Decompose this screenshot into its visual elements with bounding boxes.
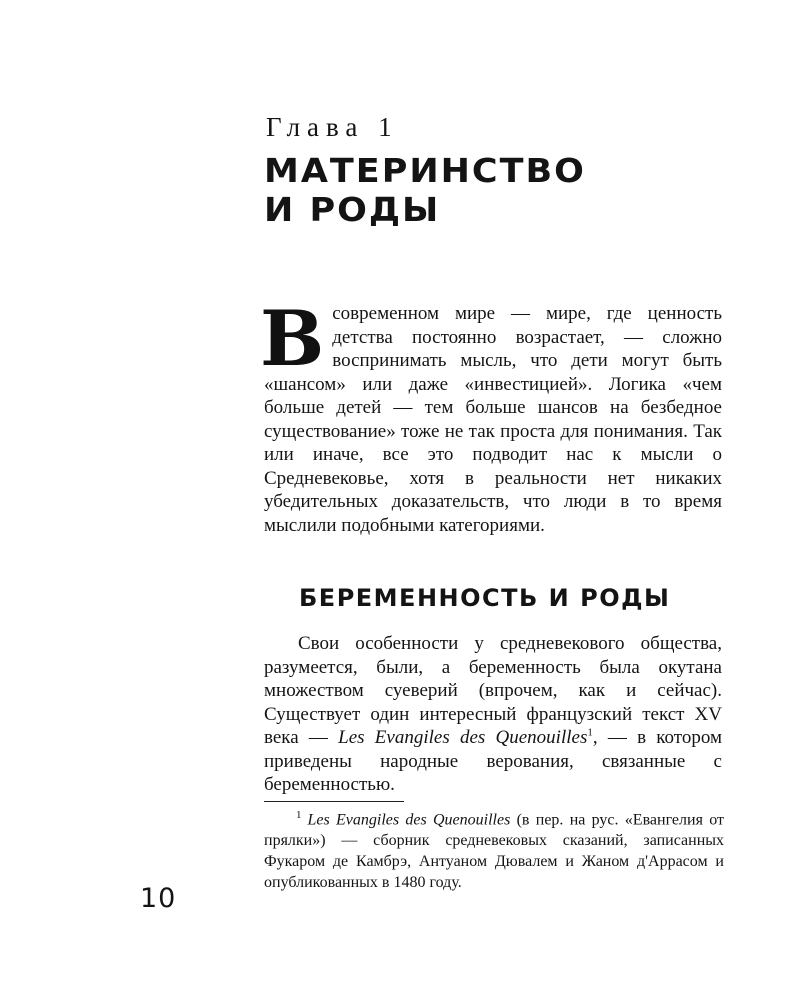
- section-title: БЕРЕМЕННОСТЬ И РОДЫ: [299, 584, 671, 612]
- chapter-title-line-1: МАТЕРИНСТВО: [264, 152, 586, 191]
- intro-paragraph: [260, 294, 722, 537]
- work-title: Les Evangiles des Quenouilles: [338, 727, 588, 748]
- drop-cap: В: [260, 294, 325, 383]
- page-number: 10: [140, 883, 177, 914]
- section-text-end: , — в котором приведены народные верования, связанные с беременностью.: [264, 727, 723, 795]
- chapter-label: Глава 1: [266, 112, 399, 142]
- intro-text: современном мире — мире, где ценность детства постоянно возрастает, — сложно воспринимать мысль, что дети могут быть «шансом» или даже «инвестицией». Логика «чем больше детей — тем больше шансов на безбедное существование» тоже не так проста для понимания. Так или иначе, все это подводит нас к мысли о Средневековье, хотя в реальности нет никаких убедительных доказательств, что люди в то время мыслили подобными категориями.: [264, 303, 722, 536]
- footnote: [264, 805, 724, 893]
- section-paragraph: [264, 632, 722, 797]
- footnote-mark: 1: [296, 809, 302, 821]
- footnote-title: Les Evangiles des Quenouilles: [307, 811, 511, 829]
- footnote-reference[interactable]: 1: [587, 726, 593, 739]
- footnote-divider: [264, 801, 404, 802]
- chapter-title-line-2: И РОДЫ: [264, 191, 441, 230]
- section-text-start: Свои особенности у средневекового общества, разумеется, были, а беременность была окутана множеством суеверий (впрочем, как и сейчас). Существует один интересный французский текст XV века —: [264, 633, 722, 748]
- footnote-text: (в пер. на рус. «Евангелия от прялки») — сборник средневековых сказаний, записанных Фукаром де Камбрэ, Антуаном Дювалем и Жаном д'Аррасом и опубликованных в 1480 году.: [264, 811, 725, 892]
- chapter-title: [264, 152, 586, 230]
